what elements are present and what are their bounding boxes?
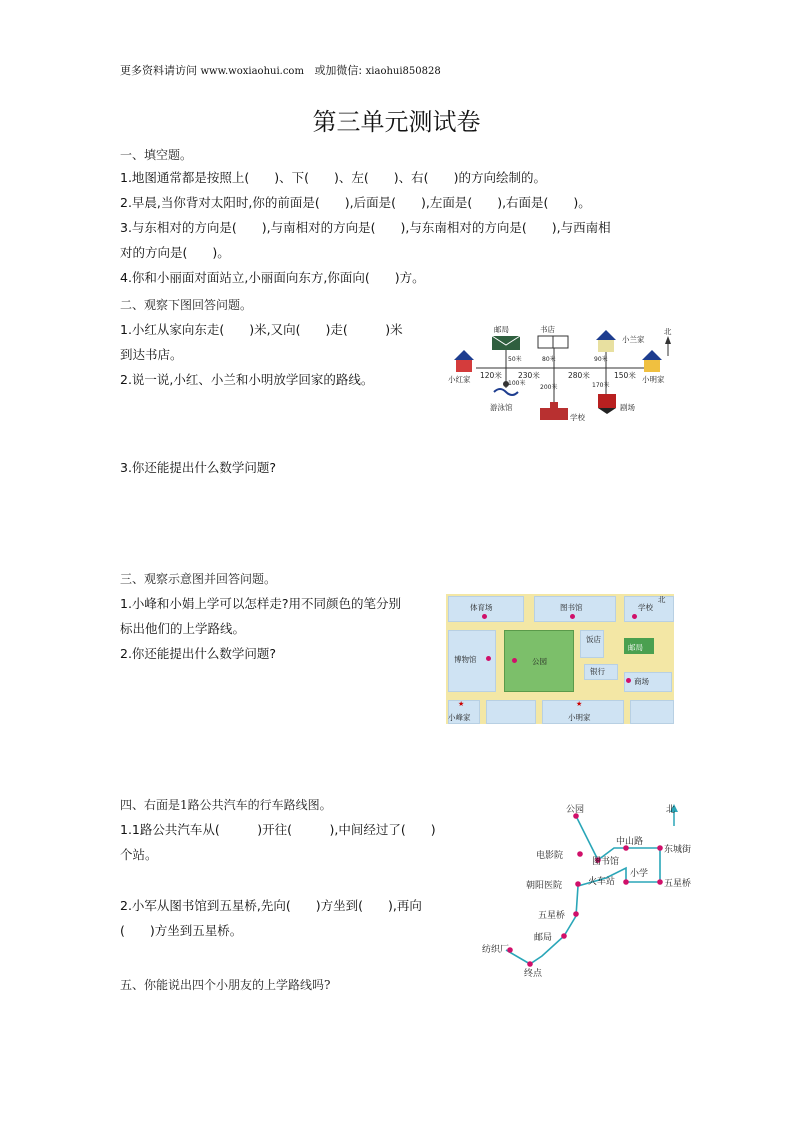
stop-end: 终点	[524, 969, 543, 979]
header-site[interactable]: www.woxiaohui.com	[200, 66, 304, 77]
bus-route-map	[480, 796, 710, 979]
s2-q2: 2.说一说,小红、小兰和小明放学回家的路线。	[120, 372, 374, 387]
section5-heading: 五、你能说出四个小朋友的上学路线吗?	[120, 978, 331, 992]
section3-heading: 三、观察示意图并回答问题。	[120, 572, 277, 586]
block-blank2	[630, 700, 674, 724]
label-library: 图书馆	[560, 603, 583, 612]
label-post: 邮局	[628, 643, 643, 652]
s4-q1b: 个站。	[120, 847, 158, 862]
dot-library	[570, 614, 575, 619]
s1-q3a: 3.与东相对的方向是( ),与南相对的方向是( ),与东南相对的方向是( ),与西南相	[120, 220, 611, 235]
dot-museum	[486, 656, 491, 661]
s1-q2: 2.早晨,当你背对太阳时,你的前面是( ),后面是( ),左面是( ),右面是( )。	[120, 195, 591, 210]
label-school: 学校	[638, 603, 653, 612]
s2-q1b: 到达书店。	[120, 347, 183, 362]
label-school: 学校	[570, 413, 585, 422]
stop-zhongshan: 中山路	[616, 837, 644, 847]
dist-v170: 170米	[592, 382, 610, 389]
header-prefix: 更多资料请访问	[120, 64, 197, 77]
dot-mall	[626, 678, 631, 683]
block-blank1	[486, 700, 536, 724]
s2-q1a: 1.小红从家向东走( )米,又向( )走( )米	[120, 322, 403, 337]
stop-library: 图书馆	[592, 857, 620, 867]
s2-q3: 3.你还能提出什么数学问题?	[120, 460, 277, 475]
label-mall: 商场	[634, 677, 649, 686]
label-xiaohong: 小红家	[448, 375, 471, 384]
s3-q2: 2.你还能提出什么数学问题?	[120, 646, 277, 661]
label-xiaolan: 小兰家	[622, 335, 645, 344]
s1-q3b: 对的方向是( )。	[120, 245, 230, 260]
s1-q4: 4.你和小丽面对面站立,小丽面向东方,你面向( )方。	[120, 270, 425, 285]
north-label: 北	[658, 595, 666, 604]
stop-park: 公园	[566, 805, 585, 815]
star-xiaojuan: ★	[576, 700, 583, 708]
star-xiaofeng: ★	[458, 700, 465, 708]
dist-280: 280米	[568, 371, 590, 380]
label-pool: 游泳馆	[490, 403, 513, 412]
dist-v200: 200米	[540, 384, 558, 391]
label-hotel: 饭店	[586, 635, 601, 644]
stop-wuxingqiao: 五星桥	[538, 911, 566, 921]
stop-post: 邮局	[534, 933, 553, 943]
dot-gym	[482, 614, 487, 619]
dist-150: 150米	[614, 371, 636, 380]
label-post: 邮局	[494, 325, 509, 334]
dist-230: 230米	[518, 371, 540, 380]
stop-fangzhi: 纺织厂	[482, 945, 510, 955]
dot-school	[632, 614, 637, 619]
dot-park	[512, 658, 517, 663]
label-theater: 剧场	[620, 403, 635, 412]
route-map	[446, 318, 686, 428]
header-mid: 或加微信:	[314, 64, 363, 77]
label-museum: 博物馆	[454, 655, 477, 664]
s4-q1a: 1.1路公共汽车从( )开往( ),中间经过了( )	[120, 822, 436, 837]
stop-xiaoxue: 小学	[630, 869, 649, 879]
dist-v80: 80米	[542, 356, 556, 363]
section4-heading: 四、右面是1路公共汽车的行车路线图。	[120, 798, 332, 812]
label-park: 公园	[532, 657, 547, 666]
street-map	[446, 594, 674, 724]
label-gym: 体育场	[470, 603, 493, 612]
stop-dongcheng: 东城街	[664, 845, 692, 855]
dist-v100: 100米	[508, 380, 526, 387]
dist-v90: 90米	[594, 356, 608, 363]
section2-heading: 二、观察下图回答问题。	[120, 298, 253, 312]
stop-cinema: 电影院	[536, 851, 564, 861]
label-bookstore: 书店	[540, 325, 555, 334]
page-header	[120, 62, 441, 78]
s3-q1a: 1.小峰和小娟上学可以怎样走?用不同颜色的笔分别	[120, 596, 402, 611]
stop-wuxing: 五星桥	[664, 879, 692, 889]
s4-q2b: ( )方坐到五星桥。	[120, 923, 243, 938]
label-bank: 银行	[590, 667, 605, 676]
s3-q1b: 标出他们的上学路线。	[120, 621, 246, 636]
section1-heading: 一、填空题。	[120, 148, 193, 162]
dist-v50: 50米	[508, 356, 522, 363]
dist-120: 120米	[480, 371, 502, 380]
label-xiaofeng: 小峰家	[448, 713, 471, 722]
stop-huoche: 火车站	[588, 877, 616, 887]
page-title: 第三单元测试卷	[312, 108, 481, 136]
stop-chaoyang: 朝阳医院	[526, 881, 563, 891]
s4-q2a: 2.小军从图书馆到五星桥,先向( )方坐到( ),再向	[120, 898, 422, 913]
header-wechat: xiaohui850828	[365, 66, 441, 77]
north-label: 北	[664, 327, 672, 336]
label-xiaojuan: 小明家	[568, 713, 591, 722]
s1-q1: 1.地图通常都是按照上( )、下( )、左( )、右( )的方向绘制的。	[120, 170, 546, 185]
label-xiaoming: 小明家	[642, 375, 665, 384]
north-label: 北	[666, 805, 676, 815]
